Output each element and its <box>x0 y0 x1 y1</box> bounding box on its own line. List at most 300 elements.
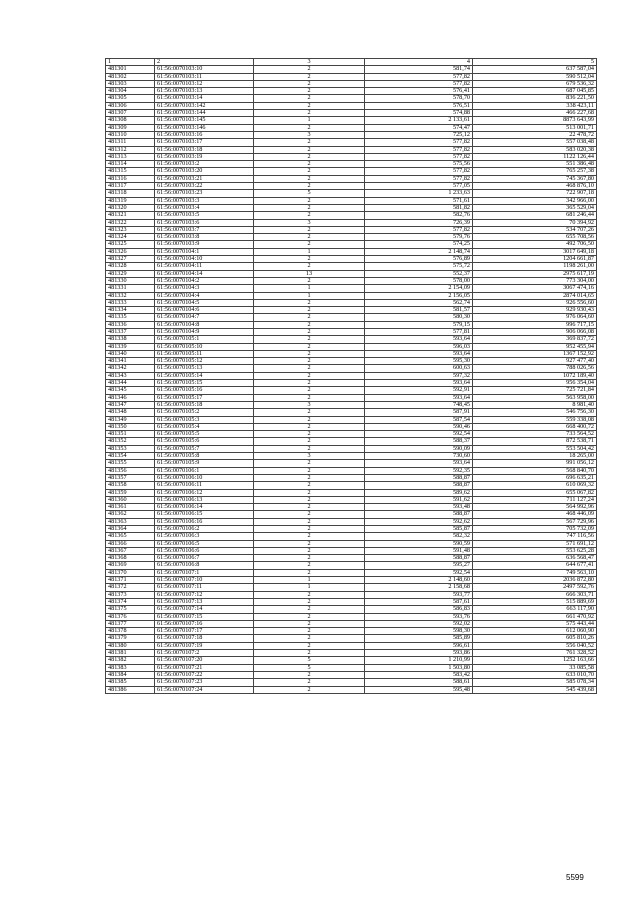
table-row <box>106 190 597 197</box>
table-cell: 61:56:0070107:20 <box>155 657 254 664</box>
table-cell: 577,82 <box>365 73 473 80</box>
table-cell: 13 <box>254 270 365 277</box>
table-cell: 2 <box>254 343 365 350</box>
table-cell: 61:56:0070105:9 <box>155 460 254 467</box>
table-cell: 2 <box>254 526 365 533</box>
table-cell: 578,70 <box>365 95 473 102</box>
table-cell: 481365 <box>106 533 155 540</box>
table-cell: 61:56:0070105:15 <box>155 380 254 387</box>
table-cell: 2036 872,80 <box>473 577 597 584</box>
table-cell: 61:56:0070107:22 <box>155 671 254 678</box>
table-cell: 2 <box>254 80 365 87</box>
table-cell: 481340 <box>106 350 155 357</box>
column-header: 4 <box>365 59 473 66</box>
table-cell: 725,12 <box>365 131 473 138</box>
table-row <box>106 482 597 489</box>
table-cell: 927 477,40 <box>473 358 597 365</box>
table-cell: 546 756,30 <box>473 409 597 416</box>
table-cell: 722 907,18 <box>473 190 597 197</box>
table-cell: 61:56:0070106:1 <box>155 467 254 474</box>
table-cell: 481376 <box>106 613 155 620</box>
table-cell: 61:56:0070106:6 <box>155 547 254 554</box>
table-row <box>106 183 597 190</box>
table-row <box>106 256 597 263</box>
table-cell: 585 078,34 <box>473 679 597 686</box>
table-cell: 593,64 <box>365 460 473 467</box>
table-cell: 2 <box>254 628 365 635</box>
table-row <box>106 533 597 540</box>
table-cell: 3 <box>254 401 365 408</box>
table-cell: 481320 <box>106 204 155 211</box>
table-cell: 481316 <box>106 175 155 182</box>
table-cell: 61:56:0070107:2 <box>155 650 254 657</box>
table-cell: 2 <box>254 642 365 649</box>
table-cell: 1204 661,87 <box>473 256 597 263</box>
table-cell: 661 470,92 <box>473 613 597 620</box>
table-row <box>106 474 597 481</box>
table-cell: 481333 <box>106 299 155 306</box>
table-cell: 61:56:0070107:11 <box>155 584 254 591</box>
table-cell: 5 <box>254 190 365 197</box>
table-cell: 481357 <box>106 474 155 481</box>
table-cell: 580,30 <box>365 314 473 321</box>
table-row <box>106 642 597 649</box>
table-cell: 61:56:0070104:9 <box>155 328 254 335</box>
table-cell: 481328 <box>106 263 155 270</box>
table-cell: 61:56:0070107:13 <box>155 598 254 605</box>
column-header: 5 <box>473 59 597 66</box>
table-row <box>106 438 597 445</box>
table-cell: 61:56:0070107:18 <box>155 635 254 642</box>
table-row <box>106 248 597 255</box>
table-row <box>106 380 597 387</box>
table-cell: 5 <box>254 657 365 664</box>
table-cell: 481335 <box>106 314 155 321</box>
table-cell: 61:56:0070106:2 <box>155 526 254 533</box>
table-cell: 481348 <box>106 409 155 416</box>
table-cell: 2 <box>254 489 365 496</box>
table-cell: 481324 <box>106 234 155 241</box>
data-table-container <box>105 58 594 694</box>
table-cell: 745 367,80 <box>473 175 597 182</box>
table-cell: 2 <box>254 321 365 328</box>
table-row <box>106 328 597 335</box>
table-row <box>106 307 597 314</box>
table-cell: 2 <box>254 66 365 73</box>
table-row <box>106 394 597 401</box>
table-row <box>106 547 597 554</box>
table-cell: 481317 <box>106 183 155 190</box>
table-cell: 481326 <box>106 248 155 255</box>
table-cell: 468 446,09 <box>473 511 597 518</box>
table-cell: 952 455,94 <box>473 343 597 350</box>
table-cell: 563 958,00 <box>473 394 597 401</box>
table-cell: 481330 <box>106 277 155 284</box>
table-cell: 61:56:0070103:10 <box>155 66 254 73</box>
table-cell: 61:56:0070103:23 <box>155 190 254 197</box>
table-cell: 61:56:0070105:8 <box>155 453 254 460</box>
table-cell: 592,54 <box>365 569 473 576</box>
table-cell: 578,00 <box>365 277 473 284</box>
table-cell: 481368 <box>106 555 155 562</box>
table-cell: 1 <box>254 292 365 299</box>
table-row <box>106 102 597 109</box>
table-cell: 61:56:0070103:9 <box>155 241 254 248</box>
table-cell: 592,54 <box>365 431 473 438</box>
table-cell: 571 691,12 <box>473 540 597 547</box>
table-cell: 2 <box>254 460 365 467</box>
table-cell: 481364 <box>106 526 155 533</box>
table-row <box>106 613 597 620</box>
table-cell: 481309 <box>106 124 155 131</box>
table-cell: 481352 <box>106 438 155 445</box>
table-cell: 2 <box>254 197 365 204</box>
table-cell: 2 <box>254 591 365 598</box>
table-cell: 730,60 <box>365 453 473 460</box>
table-row <box>106 292 597 299</box>
table-cell: 593,64 <box>365 394 473 401</box>
table-cell: 61:56:0070106:7 <box>155 555 254 562</box>
table-cell: 61:56:0070106:3 <box>155 533 254 540</box>
table-row <box>106 628 597 635</box>
table-cell: 773 304,00 <box>473 277 597 284</box>
table-cell: 592,35 <box>365 467 473 474</box>
table-cell: 568 840,70 <box>473 467 597 474</box>
table-cell: 3 <box>254 131 365 138</box>
table-row <box>106 423 597 430</box>
table-cell: 468 876,10 <box>473 183 597 190</box>
table-cell: 481336 <box>106 321 155 328</box>
table-row <box>106 73 597 80</box>
table-cell: 61:56:0070103:146 <box>155 124 254 131</box>
table-cell: 2 148,74 <box>365 248 473 255</box>
table-cell: 581,57 <box>365 307 473 314</box>
table-row <box>106 343 597 350</box>
table-cell: 2 <box>254 431 365 438</box>
table-cell: 564 992,96 <box>473 504 597 511</box>
table-row <box>106 358 597 365</box>
table-cell: 587,61 <box>365 598 473 605</box>
table-cell: 2 <box>254 110 365 117</box>
table-cell: 3 <box>254 219 365 226</box>
table-cell: 2 <box>254 153 365 160</box>
table-cell: 61:56:0070104:11 <box>155 263 254 270</box>
table-cell: 2 <box>254 358 365 365</box>
table-cell: 2 <box>254 409 365 416</box>
table-cell: 991 056,12 <box>473 460 597 467</box>
table-cell: 2 <box>254 467 365 474</box>
table-row <box>106 321 597 328</box>
table-cell: 1 <box>254 117 365 124</box>
table-cell: 481325 <box>106 241 155 248</box>
table-row <box>106 175 597 182</box>
table-cell: 534 707,26 <box>473 226 597 233</box>
table-cell: 61:56:0070103:2 <box>155 161 254 168</box>
table-cell: 1198 261,00 <box>473 263 597 270</box>
table-row <box>106 161 597 168</box>
table-cell: 2 <box>254 496 365 503</box>
table-cell: 1122 126,44 <box>473 153 597 160</box>
table-row <box>106 110 597 117</box>
table-cell: 61:56:0070103:6 <box>155 219 254 226</box>
table-cell: 481351 <box>106 431 155 438</box>
table-cell: 481315 <box>106 168 155 175</box>
table-cell: 61:56:0070105:4 <box>155 423 254 430</box>
table-cell: 593,77 <box>365 591 473 598</box>
table-row <box>106 511 597 518</box>
table-cell: 2 <box>254 299 365 306</box>
header-row <box>106 59 597 66</box>
table-cell: 593,86 <box>365 650 473 657</box>
table-cell: 481308 <box>106 117 155 124</box>
table-cell: 61:56:0070106:10 <box>155 474 254 481</box>
table-cell: 2 <box>254 372 365 379</box>
table-cell: 481305 <box>106 95 155 102</box>
table-row <box>106 569 597 576</box>
table-cell: 481342 <box>106 365 155 372</box>
table-cell: 481329 <box>106 270 155 277</box>
table-cell: 2 <box>254 613 365 620</box>
table-cell: 481303 <box>106 80 155 87</box>
table-cell: 581,74 <box>365 66 473 73</box>
table-cell: 481312 <box>106 146 155 153</box>
table-cell: 61:56:0070104:5 <box>155 299 254 306</box>
table-row <box>106 606 597 613</box>
table-cell: 1072 189,40 <box>473 372 597 379</box>
table-cell: 2 <box>254 365 365 372</box>
table-cell: 61:56:0070105:3 <box>155 416 254 423</box>
table-cell: 481319 <box>106 197 155 204</box>
table-cell: 61:56:0070105:12 <box>155 358 254 365</box>
table-cell: 2 <box>254 518 365 525</box>
table-cell: 481370 <box>106 569 155 576</box>
table-cell: 562,74 <box>365 299 473 306</box>
table-cell: 481358 <box>106 482 155 489</box>
table-cell: 711 127,24 <box>473 496 597 503</box>
table-cell: 61:56:0070105:18 <box>155 401 254 408</box>
table-row <box>106 489 597 496</box>
table-cell: 749 563,10 <box>473 569 597 576</box>
table-cell: 2 <box>254 482 365 489</box>
table-cell: 588,61 <box>365 679 473 686</box>
table-cell: 61:56:0070105:17 <box>155 394 254 401</box>
table-cell: 748,45 <box>365 401 473 408</box>
table-body <box>106 66 597 694</box>
table-cell: 577,82 <box>365 80 473 87</box>
table-row <box>106 496 597 503</box>
table-cell: 481304 <box>106 88 155 95</box>
table-cell: 579,15 <box>365 321 473 328</box>
table-row <box>106 664 597 671</box>
table-cell: 18 265,00 <box>473 453 597 460</box>
page-number: 5599 <box>566 873 584 882</box>
table-cell: 591,48 <box>365 547 473 554</box>
table-cell: 726,39 <box>365 219 473 226</box>
table-cell: 481321 <box>106 212 155 219</box>
table-cell: 996 717,15 <box>473 321 597 328</box>
table-row <box>106 197 597 204</box>
table-row <box>106 467 597 474</box>
table-cell: 1 503,80 <box>365 664 473 671</box>
table-cell: 481341 <box>106 358 155 365</box>
table-row <box>106 139 597 146</box>
table-cell: 61:56:0070103:13 <box>155 88 254 95</box>
table-cell: 590,59 <box>365 540 473 547</box>
table-cell: 2 <box>254 350 365 357</box>
table-cell: 2 133,61 <box>365 117 473 124</box>
table-cell: 61:56:0070104:1 <box>155 248 254 255</box>
table-cell: 22 478,72 <box>473 131 597 138</box>
table-cell: 587,54 <box>365 416 473 423</box>
table-cell: 61:56:0070103:11 <box>155 73 254 80</box>
table-cell: 466 227,68 <box>473 110 597 117</box>
table-cell: 481372 <box>106 584 155 591</box>
table-cell: 481343 <box>106 372 155 379</box>
table-cell: 61:56:0070104:10 <box>155 256 254 263</box>
column-header: 2 <box>155 59 254 66</box>
table-cell: 481379 <box>106 635 155 642</box>
table-cell: 2 <box>254 635 365 642</box>
table-cell: 61:56:0070104:14 <box>155 270 254 277</box>
table-cell: 2 <box>254 161 365 168</box>
table-cell: 61:56:0070107:14 <box>155 606 254 613</box>
table-cell: 906 066,08 <box>473 328 597 335</box>
table-cell: 70 394,92 <box>473 219 597 226</box>
table-cell: 576,41 <box>365 88 473 95</box>
table-row <box>106 372 597 379</box>
table-row <box>106 671 597 678</box>
table-cell: 929 930,43 <box>473 307 597 314</box>
table-cell: 2 <box>254 263 365 270</box>
table-row <box>106 526 597 533</box>
table-cell: 577,82 <box>365 146 473 153</box>
table-cell: 481334 <box>106 307 155 314</box>
table-cell: 592,91 <box>365 387 473 394</box>
table-cell: 591,62 <box>365 496 473 503</box>
table-cell: 593,64 <box>365 380 473 387</box>
table-row <box>106 234 597 241</box>
table-row <box>106 620 597 627</box>
table-row <box>106 598 597 605</box>
table-cell: 61:56:0070106:12 <box>155 489 254 496</box>
table-cell: 481313 <box>106 153 155 160</box>
table-cell: 2 <box>254 226 365 233</box>
table-cell: 61:56:0070105:10 <box>155 343 254 350</box>
table-cell: 598,30 <box>365 628 473 635</box>
table-cell: 574,88 <box>365 110 473 117</box>
table-cell: 2 <box>254 146 365 153</box>
table-cell: 553 625,28 <box>473 547 597 554</box>
table-cell: 61:56:0070105:1 <box>155 336 254 343</box>
table-row <box>106 212 597 219</box>
table-row <box>106 95 597 102</box>
table-row <box>106 263 597 270</box>
table-cell: 2 <box>254 686 365 693</box>
table-row <box>106 540 597 547</box>
table-cell: 577,81 <box>365 328 473 335</box>
table-cell: 61:56:0070103:18 <box>155 146 254 153</box>
table-row <box>106 124 597 131</box>
table-cell: 61:56:0070103:17 <box>155 139 254 146</box>
table-cell: 481331 <box>106 285 155 292</box>
table-cell: 61:56:0070104:2 <box>155 277 254 284</box>
table-cell: 61:56:0070103:22 <box>155 183 254 190</box>
table-cell: 679 536,32 <box>473 80 597 87</box>
table-cell: 593,76 <box>365 613 473 620</box>
table-cell: 2 <box>254 380 365 387</box>
table-row <box>106 657 597 664</box>
table-cell: 481327 <box>106 256 155 263</box>
table-cell: 2 <box>254 124 365 131</box>
table-cell: 61:56:0070103:12 <box>155 80 254 87</box>
table-cell: 1 210,99 <box>365 657 473 664</box>
table-cell: 605 810,26 <box>473 635 597 642</box>
table-cell: 481366 <box>106 540 155 547</box>
table-row <box>106 270 597 277</box>
column-header: 3 <box>254 59 365 66</box>
table-cell: 582,32 <box>365 533 473 540</box>
table-cell: 481377 <box>106 620 155 627</box>
table-cell: 481386 <box>106 686 155 693</box>
table-cell: 545 439,68 <box>473 686 597 693</box>
table-row <box>106 679 597 686</box>
table-cell: 2 <box>254 423 365 430</box>
table-cell: 481337 <box>106 328 155 335</box>
table-cell: 926 556,60 <box>473 299 597 306</box>
table-cell: 593,48 <box>365 504 473 511</box>
table-cell: 600,63 <box>365 365 473 372</box>
table-cell: 872 538,71 <box>473 438 597 445</box>
table-cell: 2 <box>254 256 365 263</box>
table-cell: 33 085,58 <box>473 664 597 671</box>
table-cell: 515 889,69 <box>473 598 597 605</box>
table-cell: 2 <box>254 102 365 109</box>
table-cell: 481311 <box>106 139 155 146</box>
table-cell: 595,30 <box>365 358 473 365</box>
table-row <box>106 285 597 292</box>
table-cell: 747 116,56 <box>473 533 597 540</box>
table-row <box>106 314 597 321</box>
table-cell: 595,48 <box>365 686 473 693</box>
table-cell: 61:56:0070103:20 <box>155 168 254 175</box>
table-cell: 696 635,21 <box>473 474 597 481</box>
table-cell: 725 721,84 <box>473 387 597 394</box>
data-table <box>105 58 597 694</box>
table-row <box>106 431 597 438</box>
table-row <box>106 555 597 562</box>
table-cell: 481344 <box>106 380 155 387</box>
table-cell: 2 <box>254 671 365 678</box>
table-row <box>106 80 597 87</box>
table-row <box>106 350 597 357</box>
table-cell: 655 067,82 <box>473 489 597 496</box>
table-row <box>106 562 597 569</box>
table-cell: 61:56:0070107:21 <box>155 664 254 671</box>
table-cell: 2 <box>254 606 365 613</box>
table-cell: 590,46 <box>365 423 473 430</box>
table-cell: 481302 <box>106 73 155 80</box>
table-cell: 2 <box>254 533 365 540</box>
table-cell: 2 154,09 <box>365 285 473 292</box>
table-row <box>106 131 597 138</box>
table-cell: 788 026,56 <box>473 365 597 372</box>
table-cell: 1 <box>254 584 365 591</box>
table-cell: 765 257,38 <box>473 168 597 175</box>
table-cell: 574,47 <box>365 124 473 131</box>
table-row <box>106 416 597 423</box>
table-cell: 61:56:0070105:16 <box>155 387 254 394</box>
table-cell: 481369 <box>106 562 155 569</box>
